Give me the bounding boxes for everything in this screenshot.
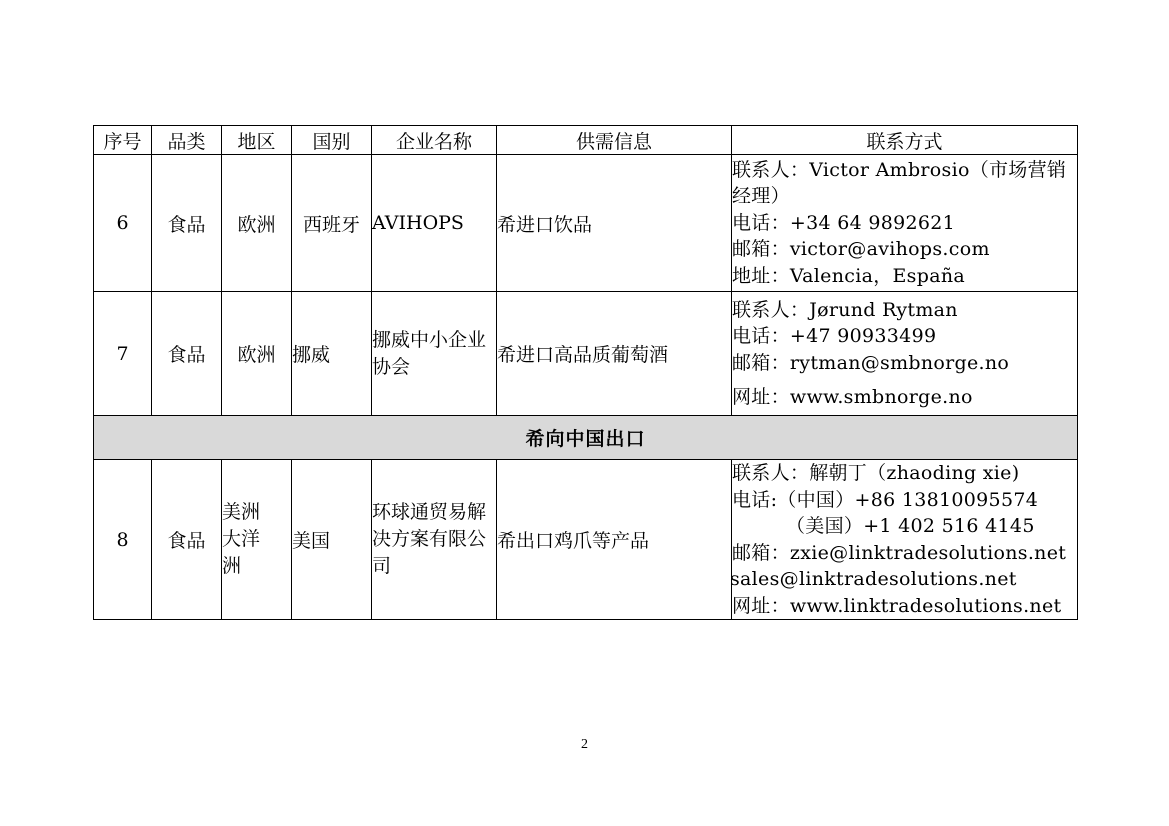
contact-person-title: 经理） (732, 185, 790, 208)
cell-supply-demand-info: 希出口鸡爪等产品 (497, 460, 732, 620)
contact-website[interactable]: 网址：www.smbnorge.no (732, 386, 973, 408)
page-number: 2 (581, 737, 588, 752)
table-row (94, 292, 1078, 416)
contact-website[interactable]: 网址：www.linktradesolutions.net (732, 594, 1062, 617)
contact-phone-usa: （美国）+1 402 516 4145 (786, 515, 1035, 537)
table-header-row (94, 126, 1078, 155)
cell-serial-number: 8 (94, 460, 152, 620)
cell-company-name: 环球通贸易解决方案有限公司 (372, 460, 497, 620)
cell-company-name: 挪威中小企业协会 (372, 292, 497, 416)
cell-serial-number: 7 (94, 292, 152, 416)
header-category: 品类 (152, 126, 222, 155)
table-row (94, 460, 1078, 620)
header-country: 国别 (292, 126, 372, 155)
cell-contact-info (732, 292, 1078, 416)
cell-region: 欧洲 (222, 292, 292, 416)
cell-contact-info (732, 155, 1078, 292)
contact-phone: 电话：+47 90933499 (732, 325, 937, 347)
table-row (94, 155, 1078, 292)
cell-country: 挪威 (292, 292, 372, 416)
contact-email[interactable]: 邮箱：victor@avihops.com (732, 238, 990, 261)
cell-supply-demand-info: 希进口饮品 (497, 155, 732, 292)
header-serial-number: 序号 (94, 126, 152, 155)
contact-address: 地址：Valencia，España (732, 264, 965, 287)
cell-category: 食品 (152, 460, 222, 620)
header-supply-demand-info: 供需信息 (497, 126, 732, 155)
contact-email-secondary[interactable]: sales@linktradesolutions.net (730, 568, 1017, 590)
contact-person: 联系人：Victor Ambrosio（市场营销 (732, 158, 1067, 181)
cell-serial-number: 6 (94, 155, 152, 292)
cell-country: 美国 (292, 460, 372, 620)
contact-person: 联系人：解朝丁（zhaoding xie) (732, 462, 1020, 484)
cell-country: 西班牙 (292, 155, 372, 292)
contact-phone-china: 电话:（中国）+86 13810095574 (732, 488, 1039, 511)
header-company-name: 企业名称 (372, 126, 497, 155)
supply-demand-table (93, 125, 1078, 620)
cell-region: 美洲大洋洲 (222, 460, 292, 620)
header-region: 地区 (222, 126, 292, 155)
cell-category: 食品 (152, 155, 222, 292)
cell-supply-demand-info: 希进口高品质葡萄酒 (497, 292, 732, 416)
contact-phone: 电话：+34 64 9892621 (732, 211, 956, 234)
cell-region: 欧洲 (222, 155, 292, 292)
cell-company-name: AVIHOPS (372, 155, 497, 292)
header-contact-info: 联系方式 (732, 126, 1078, 155)
section-header-row (94, 416, 1078, 460)
section-export-to-china: 希向中国出口 (94, 416, 1078, 460)
cell-category: 食品 (152, 292, 222, 416)
cell-contact-info (732, 460, 1078, 620)
contact-email[interactable]: 邮箱：zxie@linktradesolutions.net (732, 541, 1067, 564)
contact-email[interactable]: 邮箱：rytman@smbnorge.no (732, 351, 1010, 374)
contact-person: 联系人：Jørund Rytman (732, 298, 958, 321)
